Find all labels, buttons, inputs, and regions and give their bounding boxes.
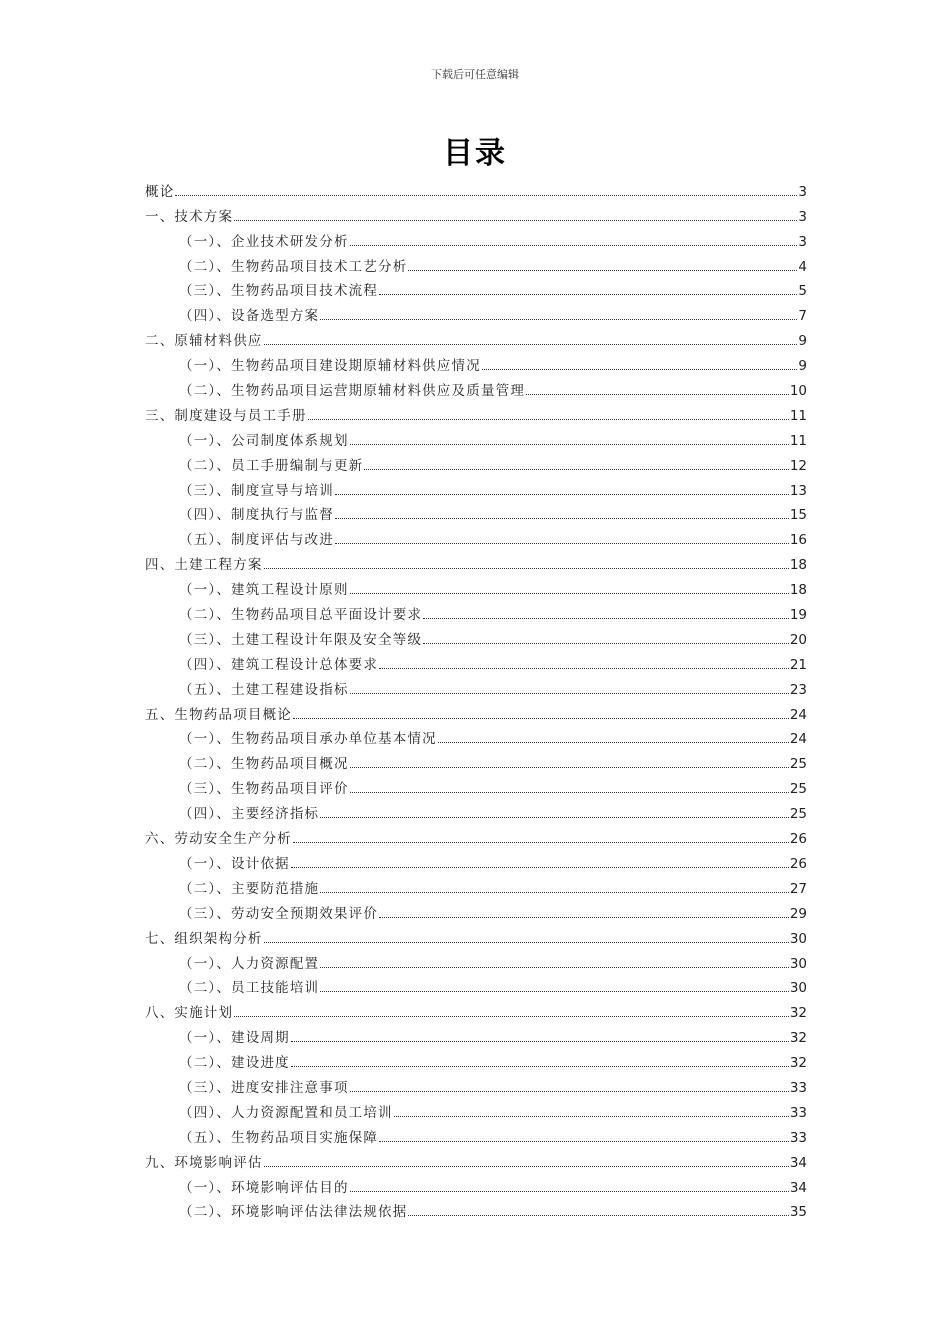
toc-dot-leader [264, 344, 798, 345]
toc-entry-label: （五）、土建工程建设指标 [179, 681, 349, 698]
toc-entry-page-number: 25 [789, 806, 807, 823]
toc-entry-label: 一、技术方案 [145, 208, 234, 225]
toc-entry[interactable] [145, 1097, 807, 1122]
toc-dot-leader [350, 767, 789, 768]
toc-entry[interactable] [145, 1197, 807, 1222]
toc-entry-label: （一）、人力资源配置 [179, 955, 320, 972]
toc-entry[interactable] [145, 599, 807, 624]
toc-dot-leader [234, 220, 797, 221]
toc-entry-page-number: 5 [798, 283, 807, 300]
toc-entry-page-number: 18 [789, 582, 807, 599]
toc-entry[interactable] [145, 873, 807, 898]
toc-dot-leader [350, 1091, 789, 1092]
toc-entry-label: （三）、生物药品项目技术流程 [179, 283, 379, 300]
toc-entry-label: （二）、生物药品项目技术工艺分析 [179, 258, 408, 275]
toc-entry-page-number: 7 [798, 308, 807, 325]
toc-dot-leader [350, 693, 789, 694]
toc-entry-label: （二）、员工技能培训 [179, 980, 320, 997]
toc-entry-label: （三）、制度宣导与培训 [179, 482, 334, 499]
toc-entry-label: （一）、建筑工程设计原则 [179, 582, 349, 599]
toc-entry[interactable] [145, 898, 807, 923]
toc-entry[interactable] [145, 251, 807, 276]
toc-dot-leader [291, 1066, 789, 1067]
toc-entry-label: 七、组织架构分析 [145, 930, 263, 947]
toc-entry-page-number: 3 [798, 233, 807, 250]
toc-dot-leader [350, 593, 789, 594]
toc-entry[interactable] [145, 325, 807, 350]
toc-entry-label: （二）、生物药品项目概况 [179, 756, 349, 773]
toc-entry-page-number: 11 [789, 432, 807, 449]
toc-entry-page-number: 32 [789, 1055, 807, 1072]
toc-entry[interactable] [145, 773, 807, 798]
toc-entry[interactable] [145, 524, 807, 549]
toc-dot-leader [293, 842, 789, 843]
toc-entry-label: （四）、人力资源配置和员工培训 [179, 1104, 393, 1121]
toc-entry-label: 三、制度建设与员工手册 [145, 407, 307, 424]
toc-entry-page-number: 34 [789, 1179, 807, 1196]
toc-entry-page-number: 3 [798, 183, 807, 200]
toc-entry[interactable] [145, 948, 807, 973]
toc-dot-leader [526, 394, 789, 395]
toc-dot-leader [350, 1191, 789, 1192]
toc-entry[interactable] [145, 300, 807, 325]
toc-entry[interactable] [145, 973, 807, 998]
toc-entry-label: （一）、企业技术研发分析 [179, 233, 349, 250]
toc-dot-leader [335, 494, 789, 495]
toc-dot-leader [291, 1041, 789, 1042]
toc-entry-page-number: 4 [798, 258, 807, 275]
toc-dot-leader [379, 668, 789, 669]
toc-entry-page-number: 10 [789, 383, 807, 400]
table-of-contents [145, 176, 807, 1221]
toc-dot-leader [350, 792, 789, 793]
toc-dot-leader [291, 867, 789, 868]
toc-entry[interactable] [145, 724, 807, 749]
toc-entry-page-number: 13 [789, 482, 807, 499]
toc-entry[interactable] [145, 798, 807, 823]
toc-entry-label: （三）、进度安排注意事项 [179, 1079, 349, 1096]
toc-entry[interactable] [145, 226, 807, 251]
toc-entry[interactable] [145, 1122, 807, 1147]
toc-dot-leader [350, 245, 798, 246]
toc-entry-label: （一）、设计依据 [179, 855, 290, 872]
page-title: 目录 [443, 136, 507, 171]
toc-dot-leader [438, 742, 789, 743]
toc-dot-leader [482, 369, 797, 370]
toc-dot-leader [423, 643, 789, 644]
toc-entry-label: （二）、环境影响评估法律法规依据 [179, 1204, 408, 1221]
toc-dot-leader [234, 1016, 789, 1017]
toc-entry-label: 九、环境影响评估 [145, 1154, 263, 1171]
toc-entry-page-number: 33 [789, 1129, 807, 1146]
toc-entry-page-number: 30 [789, 930, 807, 947]
toc-dot-leader [308, 419, 789, 420]
toc-dot-leader [320, 991, 789, 992]
toc-entry-label: （一）、公司制度体系规划 [179, 432, 349, 449]
toc-entry-page-number: 34 [789, 1154, 807, 1171]
toc-dot-leader [264, 1166, 789, 1167]
toc-dot-leader [379, 294, 797, 295]
toc-entry-page-number: 3 [798, 208, 807, 225]
toc-entry-page-number: 30 [789, 980, 807, 997]
toc-entry[interactable] [145, 1172, 807, 1197]
toc-dot-leader [394, 1116, 789, 1117]
toc-entry[interactable] [145, 1147, 807, 1172]
toc-entry[interactable] [145, 375, 807, 400]
toc-dot-leader [175, 195, 797, 196]
toc-entry[interactable] [145, 350, 807, 375]
toc-entry[interactable] [145, 176, 807, 201]
toc-entry[interactable] [145, 923, 807, 948]
toc-entry[interactable] [145, 450, 807, 475]
toc-entry-label: （二）、主要防范措施 [179, 880, 320, 897]
toc-entry-page-number: 30 [789, 955, 807, 972]
toc-dot-leader [293, 718, 789, 719]
toc-entry[interactable] [145, 1022, 807, 1047]
toc-entry[interactable] [145, 699, 807, 724]
toc-entry-label: （四）、设备选型方案 [179, 308, 320, 325]
toc-entry-page-number: 32 [789, 1005, 807, 1022]
toc-entry-page-number: 29 [789, 905, 807, 922]
toc-entry[interactable] [145, 549, 807, 574]
toc-dot-leader [423, 618, 789, 619]
toc-entry[interactable] [145, 624, 807, 649]
toc-entry-label: （二）、员工手册编制与更新 [179, 457, 364, 474]
toc-entry-page-number: 18 [789, 557, 807, 574]
toc-dot-leader [350, 444, 789, 445]
toc-dot-leader [320, 892, 789, 893]
toc-entry-page-number: 16 [789, 532, 807, 549]
toc-entry-label: （一）、生物药品项目建设期原辅材料供应情况 [179, 358, 481, 375]
toc-dot-leader [408, 1215, 788, 1216]
toc-dot-leader [335, 543, 789, 544]
toc-entry-page-number: 9 [798, 333, 807, 350]
toc-entry-page-number: 26 [789, 831, 807, 848]
toc-entry-page-number: 25 [789, 781, 807, 798]
toc-entry-page-number: 21 [789, 656, 807, 673]
toc-entry[interactable] [145, 425, 807, 450]
toc-entry[interactable] [145, 500, 807, 525]
toc-entry-label: （三）、劳动安全预期效果评价 [179, 905, 379, 922]
toc-entry-label: 五、生物药品项目概论 [145, 706, 292, 723]
toc-entry-page-number: 23 [789, 681, 807, 698]
toc-entry-label: 六、劳动安全生产分析 [145, 831, 292, 848]
toc-dot-leader [320, 967, 789, 968]
toc-entry-page-number: 19 [789, 607, 807, 624]
toc-entry[interactable] [145, 649, 807, 674]
toc-entry[interactable] [145, 748, 807, 773]
toc-entry-label: （一）、生物药品项目承办单位基本情况 [179, 731, 437, 748]
toc-entry-page-number: 25 [789, 756, 807, 773]
toc-dot-leader [264, 942, 789, 943]
toc-entry-label: 二、原辅材料供应 [145, 333, 263, 350]
toc-entry[interactable] [145, 400, 807, 425]
toc-entry-label: 概论 [145, 183, 175, 200]
toc-entry-label: （二）、生物药品项目运营期原辅材料供应及质量管理 [179, 383, 526, 400]
toc-entry-page-number: 24 [789, 706, 807, 723]
toc-dot-leader [264, 568, 789, 569]
toc-entry[interactable] [145, 823, 807, 848]
toc-entry-page-number: 15 [789, 507, 807, 524]
toc-entry-label: （三）、土建工程设计年限及安全等级 [179, 631, 423, 648]
toc-entry-page-number: 9 [798, 358, 807, 375]
toc-entry-label: （一）、环境影响评估目的 [179, 1179, 349, 1196]
toc-entry-label: （五）、制度评估与改进 [179, 532, 334, 549]
toc-entry-label: （四）、制度执行与监督 [179, 507, 334, 524]
toc-entry-label: 八、实施计划 [145, 1005, 234, 1022]
toc-entry-label: （四）、主要经济指标 [179, 806, 320, 823]
toc-dot-leader [379, 917, 789, 918]
toc-entry-page-number: 26 [789, 855, 807, 872]
toc-entry[interactable] [145, 674, 807, 699]
page-header-note: 下载后可任意编辑 [431, 68, 519, 81]
toc-dot-leader [320, 817, 789, 818]
toc-dot-leader [408, 270, 797, 271]
toc-entry-label: （四）、建筑工程设计总体要求 [179, 656, 379, 673]
toc-entry[interactable] [145, 997, 807, 1022]
toc-dot-leader [379, 1141, 789, 1142]
toc-entry[interactable] [145, 1072, 807, 1097]
toc-entry-label: （一）、建设周期 [179, 1030, 290, 1047]
toc-entry-page-number: 33 [789, 1079, 807, 1096]
toc-entry-page-number: 24 [789, 731, 807, 748]
toc-dot-leader [320, 319, 797, 320]
toc-entry[interactable] [145, 848, 807, 873]
toc-entry[interactable] [145, 574, 807, 599]
toc-entry-page-number: 33 [789, 1104, 807, 1121]
toc-entry-page-number: 32 [789, 1030, 807, 1047]
toc-entry-page-number: 35 [789, 1204, 807, 1221]
toc-entry[interactable] [145, 201, 807, 226]
toc-entry-label: （五）、生物药品项目实施保障 [179, 1129, 379, 1146]
toc-dot-leader [364, 469, 788, 470]
toc-entry-page-number: 20 [789, 631, 807, 648]
toc-entry-page-number: 11 [789, 407, 807, 424]
toc-entry[interactable] [145, 1047, 807, 1072]
toc-dot-leader [335, 518, 789, 519]
toc-entry-label: （三）、生物药品项目评价 [179, 781, 349, 798]
toc-entry[interactable] [145, 276, 807, 301]
toc-entry[interactable] [145, 475, 807, 500]
toc-entry-label: 四、土建工程方案 [145, 557, 263, 574]
toc-entry-label: （二）、建设进度 [179, 1055, 290, 1072]
toc-entry-label: （二）、生物药品项目总平面设计要求 [179, 607, 423, 624]
toc-entry-page-number: 27 [789, 880, 807, 897]
toc-entry-page-number: 12 [789, 457, 807, 474]
